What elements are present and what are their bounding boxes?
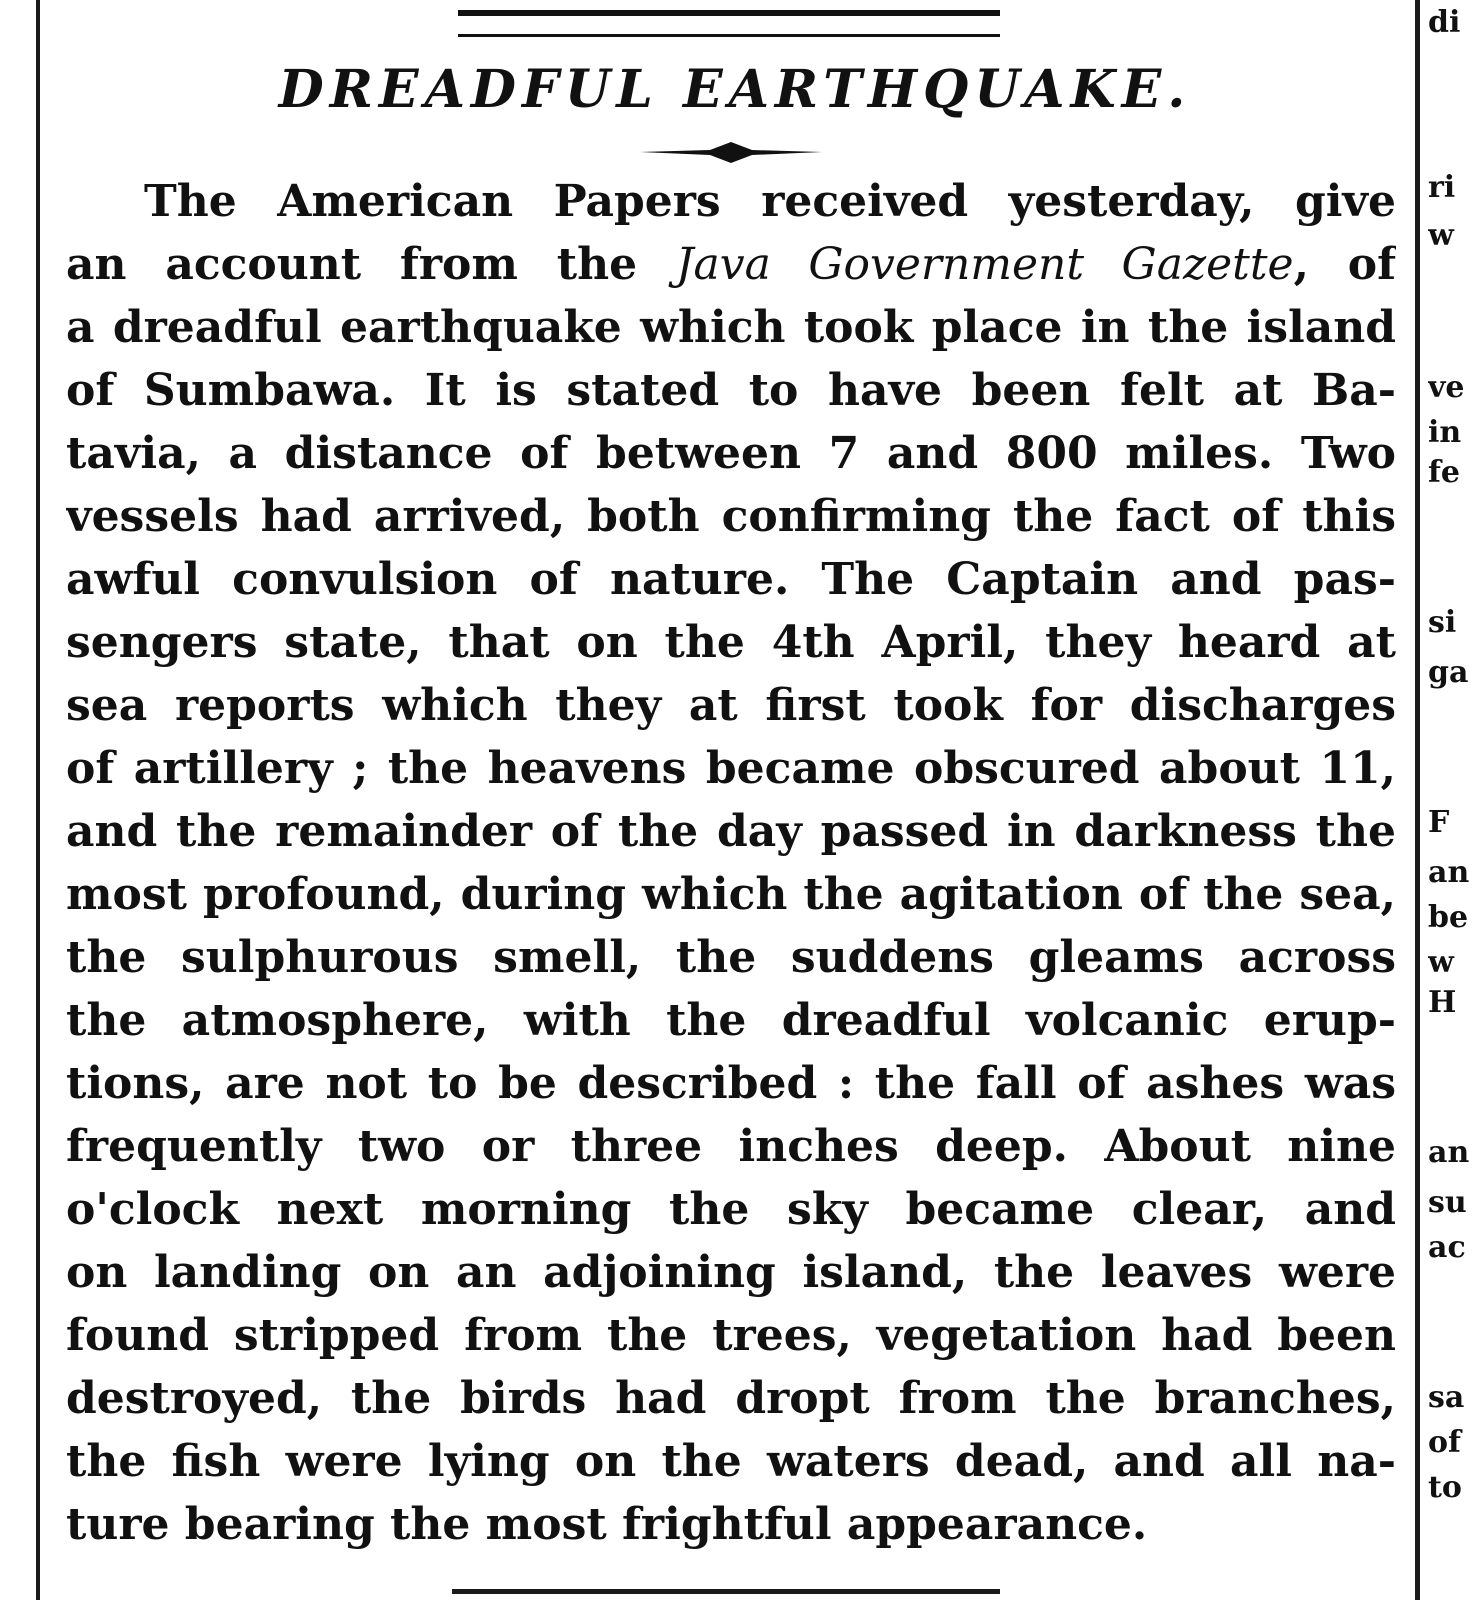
article-line: sengers state, that on the 4th April, they heard at (66, 617, 1396, 668)
article-line: o'clock next morning the sky became clear, and (66, 1184, 1396, 1235)
left-column-rule (36, 0, 40, 1600)
article-line: frequently two or three inches deep. About nine (66, 1121, 1396, 1172)
column-fragment: an (1428, 1135, 1470, 1170)
column-fragment: to (1428, 1470, 1462, 1505)
article-line: the atmosphere, with the dreadful volcanic erup- (66, 995, 1396, 1046)
article-line: a dreadful earthquake which took place in the island (66, 302, 1396, 353)
newspaper-title: Java Government Gazette (675, 239, 1294, 290)
article-line: on landing on an adjoining island, the leaves were (66, 1247, 1396, 1298)
column-fragment: si (1428, 605, 1457, 640)
article-line: found stripped from the trees, vegetation had been (66, 1310, 1396, 1361)
column-fragment: w (1428, 218, 1454, 253)
bottom-rule (452, 1589, 1000, 1594)
column-fragment: an (1428, 855, 1470, 890)
article-line: vessels had arrived, both confirming the fact of this (66, 491, 1396, 542)
column-fragment: w (1428, 945, 1454, 980)
article-text: an account from the (66, 239, 676, 290)
column-fragment: ve (1428, 370, 1465, 405)
article-line: most profound, during which the agitation of the sea, (66, 869, 1396, 920)
column-fragment: fe (1428, 455, 1460, 490)
column-fragment: ac (1428, 1230, 1466, 1265)
top-double-rule (458, 10, 1000, 30)
article-line: of artillery ; the heavens became obscured about 11, (66, 743, 1396, 794)
column-fragment: F (1428, 805, 1450, 840)
article-body (66, 170, 1396, 1556)
column-fragment: H (1428, 985, 1457, 1020)
column-fragment: be (1428, 900, 1469, 935)
column-fragment: ga (1428, 655, 1469, 690)
ornament-dash (640, 138, 822, 168)
column-fragment: of (1428, 1425, 1461, 1460)
article-line: tions, are not to be described : the fall of ashes was (66, 1058, 1396, 1109)
article-line: the fish were lying on the waters dead, and all na- (66, 1436, 1396, 1487)
column-fragment: di (1428, 5, 1461, 40)
headline: DREADFUL EARTHQUAKE. (278, 59, 1192, 120)
article-text: , of (1293, 239, 1396, 290)
top-rule-thick (458, 10, 1000, 16)
article-line: of Sumbawa. It is stated to have been felt at Ba- (66, 365, 1396, 416)
top-rule-thin (458, 34, 1000, 37)
article-line: awful convulsion of nature. The Captain and pas- (66, 554, 1396, 605)
article-line: sea reports which they at first took for discharges (66, 680, 1396, 731)
article-line: tavia, a distance of between 7 and 800 miles. Two (66, 428, 1396, 479)
article-line: the sulphurous smell, the suddens gleams across (66, 932, 1396, 983)
column-fragment: ri (1428, 170, 1456, 205)
article-line: destroyed, the birds had dropt from the branches, (66, 1373, 1396, 1424)
column-fragment: su (1428, 1185, 1467, 1220)
article-line (66, 233, 1396, 296)
article-line: The American Papers received yesterday, give (144, 176, 1396, 227)
adjacent-column-fragments (1428, 0, 1475, 1600)
article-line: and the remainder of the day passed in darkness the (66, 806, 1396, 857)
article-line: ture bearing the most frightful appearance. (66, 1499, 1148, 1550)
column-fragment: sa (1428, 1380, 1465, 1415)
column-fragment: in (1428, 415, 1462, 450)
right-column-rule (1415, 0, 1420, 1600)
